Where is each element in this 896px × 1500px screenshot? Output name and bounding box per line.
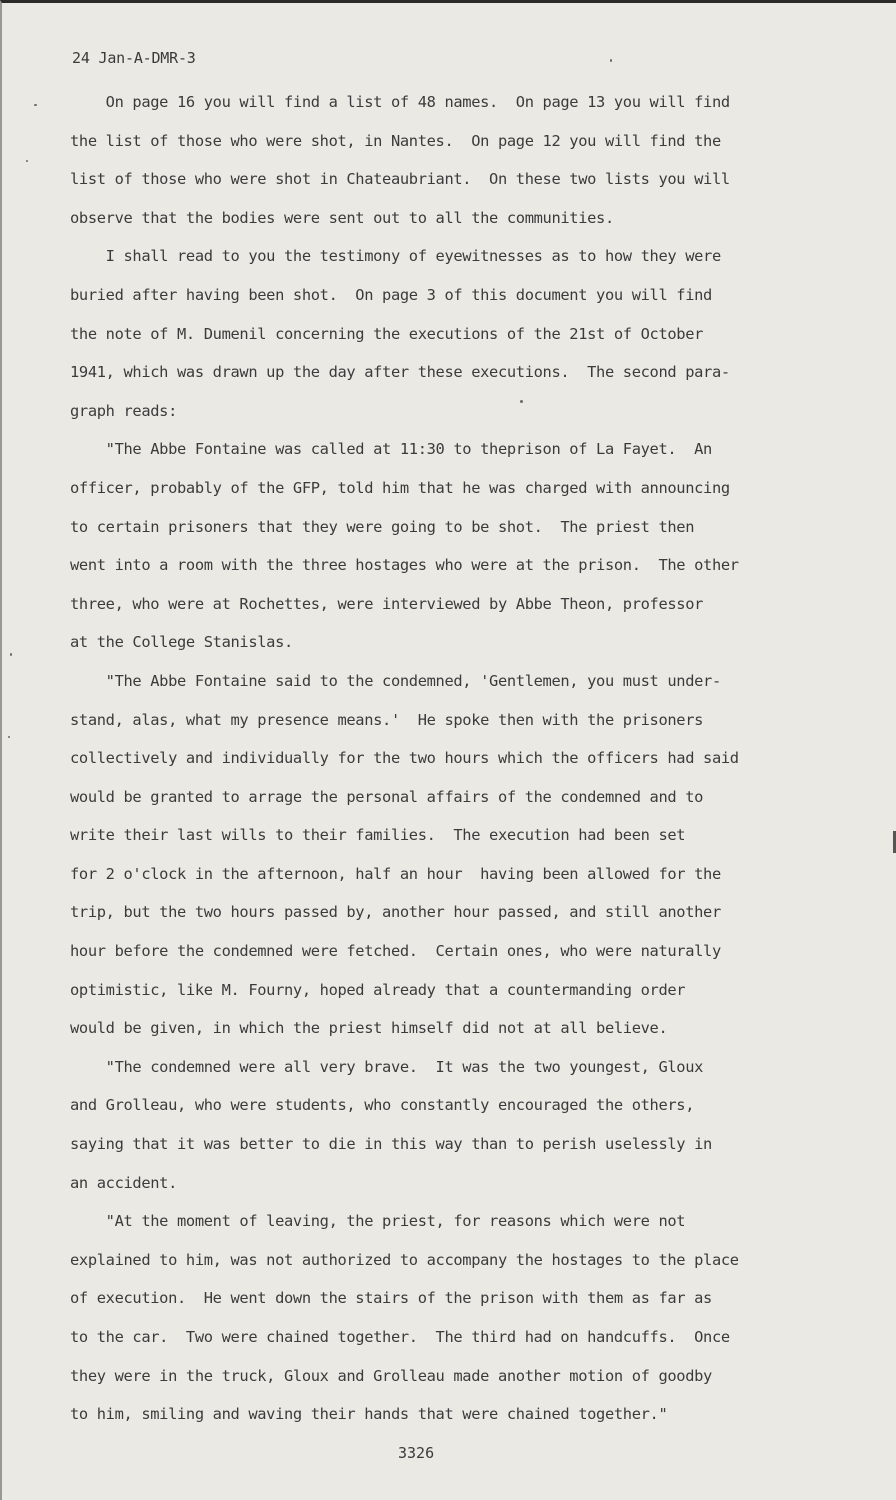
document-body [70, 87, 830, 1438]
text-line: the list of those who were shot, in Nantes. On page 12 you will find the [70, 131, 721, 150]
text-line: hour before the condemned were fetched. Certain ones, who were naturally [70, 942, 721, 961]
text-line: collectively and individually for the two hours which the officers had said [70, 749, 739, 768]
text-line: to him, smiling and waving their hands that were chained together." [70, 1405, 668, 1424]
text-line: an accident. [70, 1173, 177, 1192]
text-line: of execution. He went down the stairs of the prison with them as far as [70, 1289, 712, 1308]
paper-speck [26, 160, 28, 162]
page-number: 3326 [398, 1444, 435, 1462]
page-header: 24 Jan-A-DMR-3 [72, 49, 196, 67]
text-line: and Grolleau, who were students, who constantly encouraged the others, [70, 1096, 695, 1115]
text-line: to the car. Two were chained together. The third had on handcuffs. Once [70, 1328, 730, 1346]
paragraph [70, 434, 830, 666]
text-line: "The condemned were all very brave. It was the two youngest, Gloux [70, 1057, 704, 1076]
text-line: "The Abbe Fontaine said to the condemned, 'Gentlemen, you must under- [70, 671, 721, 690]
paper-speck [34, 104, 37, 106]
paper-speck [10, 653, 12, 656]
text-line: "At the moment of leaving, the priest, for reasons which were not [70, 1212, 686, 1231]
text-line: went into a room with the three hostages who were at the prison. The other [70, 556, 739, 575]
paragraph [70, 241, 830, 434]
text-line: write their last wills to their families. The execution had been set [70, 826, 686, 845]
text-line: would be granted to arrage the personal affairs of the condemned and to [70, 787, 704, 806]
text-line: they were in the truck, Gloux and Grolleau made another motion of goodby [70, 1366, 712, 1385]
text-line: "The Abbe Fontaine was called at 11:30 to theprison of La Fayet. An [70, 440, 712, 459]
text-line: to certain prisoners that they were going to be shot. The priest then [70, 517, 695, 536]
text-line: I shall read to you the testimony of eyewitnesses as to how they were [70, 247, 721, 266]
text-line: officer, probably of the GFP, told him that he was charged with announcing [70, 478, 730, 497]
text-line: list of those who were shot in Chateaubriant. On these two lists you will [70, 170, 730, 189]
text-line: for 2 o'clock in the afternoon, half an hour having been allowed for the [70, 864, 721, 883]
paper-speck [520, 400, 523, 403]
text-line: graph reads: [70, 401, 177, 420]
paper-speck [610, 59, 612, 62]
text-line: the note of M. Dumenil concerning the executions of the 21st of October [70, 324, 704, 343]
text-line: optimistic, like M. Fourny, hoped already that a countermanding order [70, 980, 686, 999]
text-line: saying that it was better to die in this way than to perish uselessly in [70, 1135, 712, 1154]
text-line: three, who were at Rochettes, were interviewed by Abbe Theon, professor [70, 594, 704, 613]
paper-speck [8, 736, 10, 738]
text-line: observe that the bodies were sent out to all the communities. [70, 208, 614, 227]
paragraph [70, 1206, 830, 1438]
text-line: explained to him, was not authorized to accompany the hostages to the place [70, 1250, 739, 1269]
text-line: stand, alas, what my presence means.' He spoke then with the prisoners [70, 710, 704, 729]
text-line: On page 16 you will find a list of 48 names. On page 13 you will find [70, 93, 730, 111]
paragraph [70, 666, 830, 1052]
text-line: buried after having been shot. On page 3 of this document you will find [70, 285, 712, 304]
text-line: trip, but the two hours passed by, another hour passed, and still another [70, 903, 721, 922]
paragraph [70, 87, 830, 241]
text-line: 1941, which was drawn up the day after these executions. The second para- [70, 363, 730, 382]
paragraph [70, 1052, 830, 1206]
text-line: would be given, in which the priest himself did not at all believe. [70, 1019, 668, 1038]
text-line: at the College Stanislas. [70, 633, 293, 652]
